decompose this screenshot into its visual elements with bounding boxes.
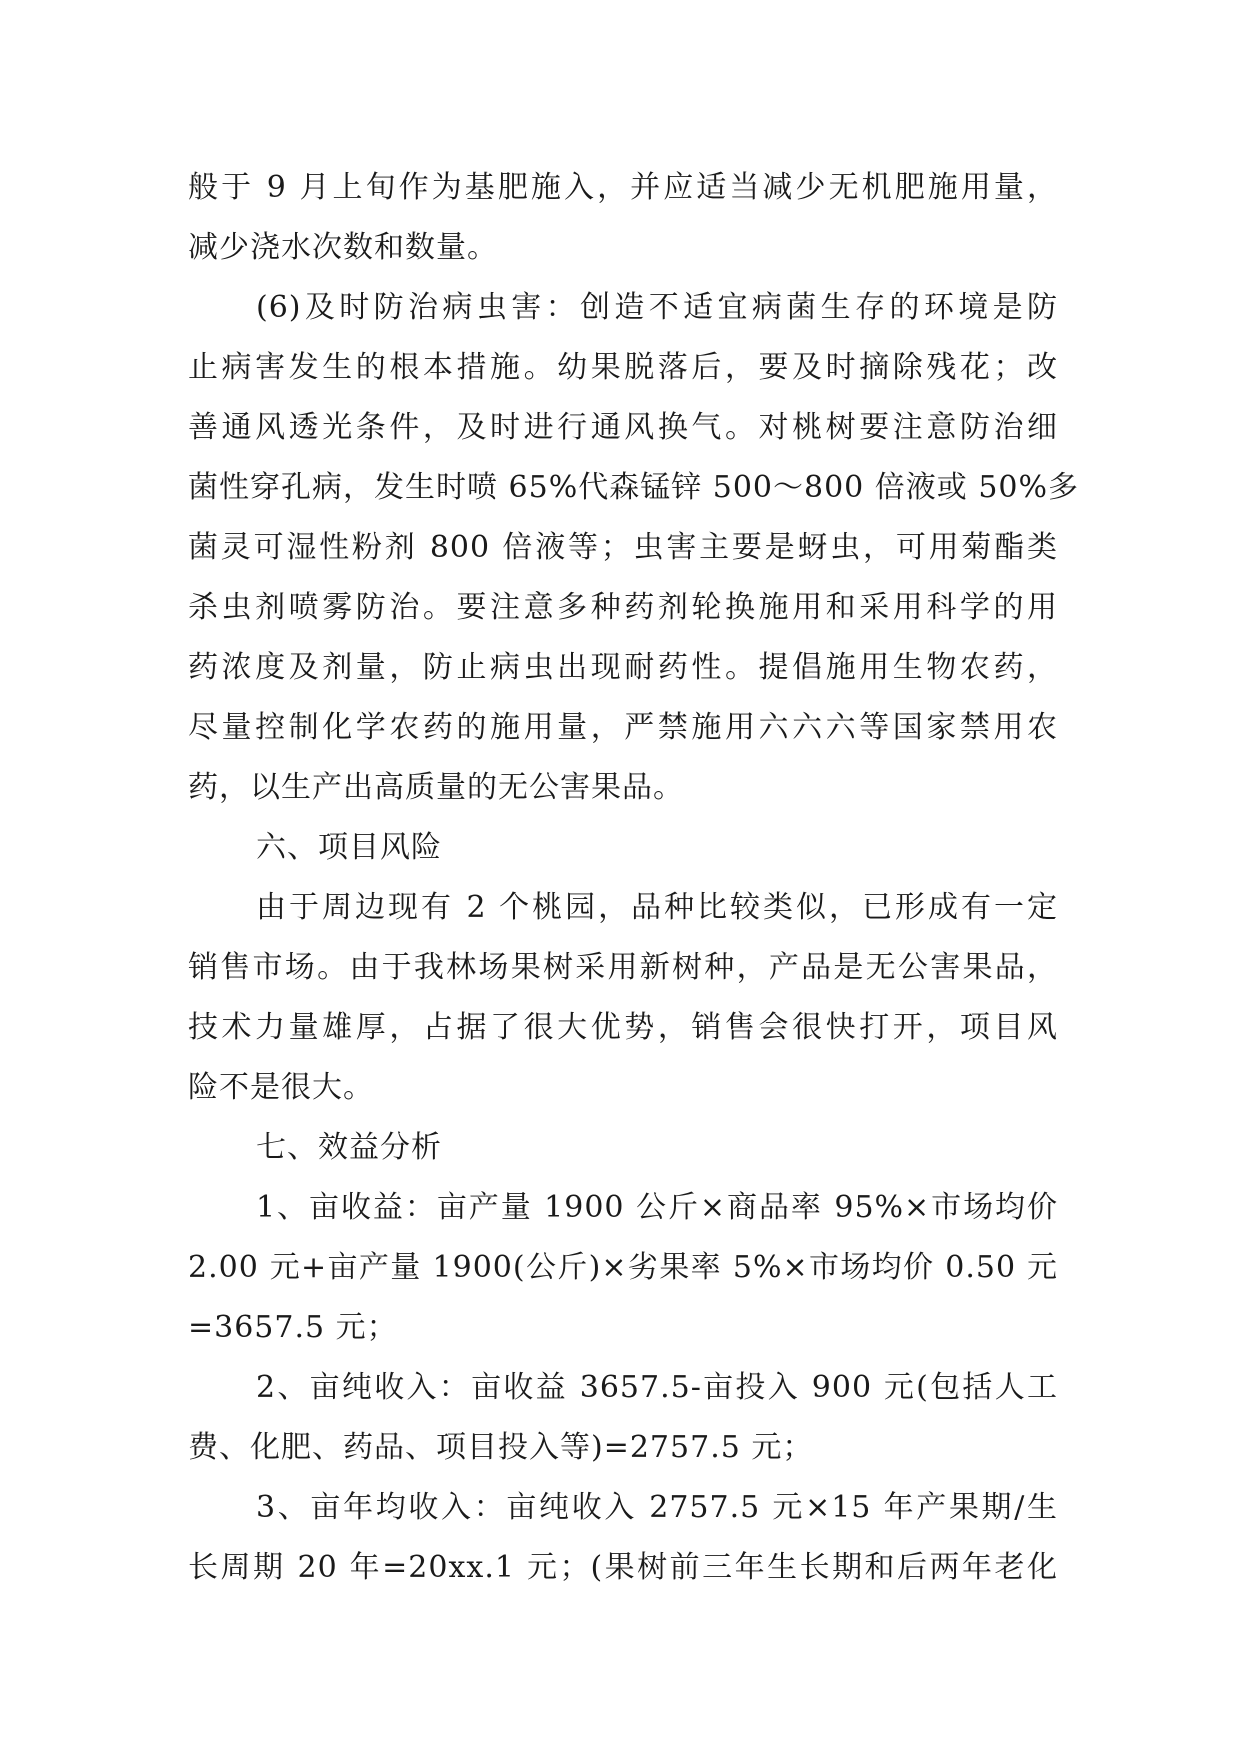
text-line: 险不是很大。	[188, 1070, 374, 1105]
text-line: 1、亩收益：亩产量 1900 公斤×商品率 95%×市场均价	[256, 1190, 1058, 1225]
text-line: 技术力量雄厚，占据了很大优势，销售会很快打开，项目风	[188, 1010, 1058, 1045]
text-line: 药，以生产出高质量的无公害果品。	[188, 770, 684, 805]
text-line: 费、化肥、药品、项目投入等)=2757.5 元；	[188, 1430, 814, 1465]
text-line: 减少浇水次数和数量。	[188, 230, 498, 265]
text-line: 止病害发生的根本措施。幼果脱落后，要及时摘除残花；改	[188, 350, 1058, 385]
text-line: 3、亩年均收入：亩纯收入 2757.5 元×15 年产果期/生	[256, 1490, 1058, 1525]
text-line: 2、亩纯收入：亩收益 3657.5-亩投入 900 元(包括人工	[256, 1370, 1058, 1405]
document-body	[188, 158, 1080, 1598]
text-line: 杀虫剂喷雾防治。要注意多种药剂轮换施用和采用科学的用	[188, 590, 1058, 625]
text-line: 由于周边现有 2 个桃园，品种比较类似，已形成有一定	[256, 890, 1058, 925]
text-line: 善通风透光条件，及时进行通风换气。对桃树要注意防治细	[188, 410, 1058, 445]
text-line: 2.00 元+亩产量 1900(公斤)×劣果率 5%×市场均价 0.50 元	[188, 1250, 1058, 1285]
text-line: 菌性穿孔病，发生时喷 65%代森锰锌 500～800 倍液或 50%多	[188, 470, 1080, 505]
text-line: 菌灵可湿性粉剂 800 倍液等；虫害主要是蚜虫，可用菊酯类	[188, 530, 1058, 565]
text-line: (6)及时防治病虫害：创造不适宜病菌生存的环境是防	[256, 290, 1058, 325]
text-line: 六、项目风险	[256, 830, 442, 865]
text-line: 长周期 20 年=20xx.1 元；(果树前三年生长期和后两年老化	[188, 1550, 1058, 1585]
text-line: 尽量控制化学农药的施用量，严禁施用六六六等国家禁用农	[188, 710, 1058, 745]
text-line: 药浓度及剂量，防止病虫出现耐药性。提倡施用生物农药，	[188, 650, 1058, 685]
text-line: 般于 9 月上旬作为基肥施入，并应适当减少无机肥施用量，	[188, 170, 1058, 205]
text-line: 七、效益分析	[256, 1130, 442, 1165]
text-line: =3657.5 元；	[188, 1310, 398, 1345]
text-line: 销售市场。由于我林场果树采用新树种，产品是无公害果品，	[188, 950, 1058, 985]
